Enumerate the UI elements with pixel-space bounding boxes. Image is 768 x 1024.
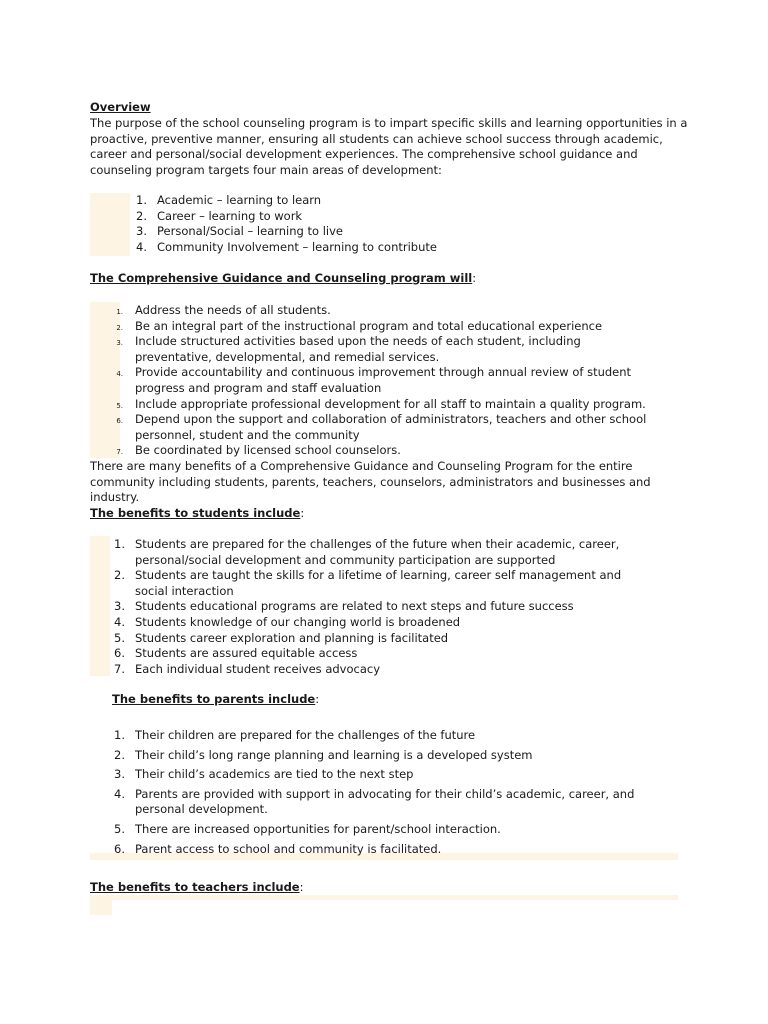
list-item: 4. Community Involvement – learning to contribute bbox=[136, 239, 437, 254]
list-item: 5. Include appropriate professional development for all staff to maintain a quality program. bbox=[116, 396, 646, 411]
list-item: 5. There are increased opportunities for parent/school interaction. bbox=[114, 821, 501, 836]
benefits-paragraph: There are many benefits of a Comprehensive Guidance and Counseling Program for the entire community including students, parents, teachers, counselors, administrators and businesses and industry. bbox=[90, 459, 651, 505]
program-list bbox=[116, 303, 655, 459]
teachers-heading: The benefits to teachers include: bbox=[90, 880, 304, 894]
list-item: 1. Address the needs of all students. bbox=[116, 303, 331, 317]
overview-heading: Overview bbox=[90, 100, 151, 114]
list-item: 3. Include structured activities based upon the needs of each student, including preventative, developmental, and remedial services. bbox=[116, 334, 581, 364]
list-item: 6. Depend upon the support and collaboration of administrators, teachers and other school personnel, student and the community bbox=[116, 412, 647, 442]
list-item: 6. Parent access to school and community is facilitated. bbox=[114, 841, 442, 856]
list-item: 4. Students knowledge of our changing world is broadened bbox=[114, 614, 461, 629]
program-heading: The Comprehensive Guidance and Counseling program will: bbox=[90, 271, 477, 285]
highlight-students bbox=[90, 536, 110, 676]
highlight-areas bbox=[90, 193, 130, 256]
list-item: 5. Students career exploration and planning is facilitated bbox=[114, 630, 449, 645]
list-item: 1. Academic – learning to learn bbox=[136, 193, 322, 207]
list-item: 4. Provide accountability and continuous improvement through annual review of student progress and program and staff evaluation bbox=[116, 365, 632, 395]
parents-heading: The benefits to parents include: bbox=[112, 692, 320, 706]
list-item: 1. Students are prepared for the challenges of the future when their academic, career, personal/social development and community participation are supported bbox=[114, 537, 620, 567]
list-item: 3. Their child’s academics are tied to the next step bbox=[114, 767, 414, 782]
list-item: 2. Their child’s long range planning and learning is a developed system bbox=[114, 747, 533, 762]
students-list bbox=[114, 537, 635, 677]
list-item: 7. Each individual student receives advocacy bbox=[114, 661, 381, 676]
list-item: 3. Personal/Social – learning to live bbox=[136, 224, 343, 239]
list-item: 2. Be an integral part of the instructional program and total educational experience bbox=[116, 318, 603, 333]
list-item: 3. Students educational programs are related to next steps and future success bbox=[114, 599, 574, 614]
areas-list bbox=[136, 193, 677, 255]
list-item: 6. Students are assured equitable access bbox=[114, 646, 358, 661]
highlight-teachers-band bbox=[90, 895, 678, 900]
list-item: 2. Career – learning to work bbox=[136, 208, 303, 223]
parents-list bbox=[114, 728, 675, 861]
list-item: 1. Their children are prepared for the challenges of the future bbox=[114, 728, 476, 742]
overview-paragraph: The purpose of the school counseling program is to impart specific skills and learning opportunities in a proactive, preventive manner, ensuring all students can achieve school success through academic, career and personal/social development experiences. The comprehensive school guidance and counseling program targets four main areas of development: bbox=[90, 116, 688, 177]
students-heading: The benefits to students include: bbox=[90, 506, 305, 520]
highlight-teachers-block bbox=[90, 895, 112, 915]
list-item: 2. Students are taught the skills for a lifetime of learning, career self management and social interaction bbox=[114, 568, 622, 598]
list-item: 4. Parents are provided with support in advocating for their child’s academic, career, and personal development. bbox=[114, 786, 635, 817]
list-item: 7. Be coordinated by licensed school counselors. bbox=[116, 443, 401, 458]
